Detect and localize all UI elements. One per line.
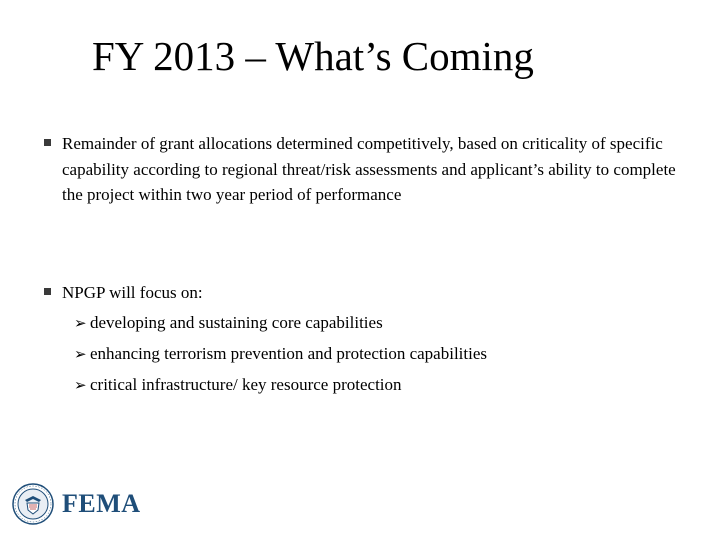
sub-bullet-text: enhancing terrorism prevention and protection capabilities: [90, 344, 488, 363]
slide-title: FY 2013 – What’s Coming: [92, 33, 534, 79]
dhs-seal-icon: [12, 483, 54, 525]
sub-bullet-text: developing and sustaining core capabilities: [90, 313, 383, 332]
square-bullet-icon: [44, 288, 51, 295]
arrow-bullet-icon: ➢: [74, 376, 87, 394]
bullet-text: Remainder of grant allocations determined competitively, based on criticality of specific capability according to regional threat/risk assessments and applicant’s ability to complete the project within two year period of performance: [62, 134, 676, 204]
square-bullet-icon: [44, 139, 51, 146]
bullet-item: [44, 280, 694, 306]
sub-bullet-item: [74, 312, 383, 334]
bullet-text: NPGP will focus on:: [62, 283, 203, 302]
arrow-bullet-icon: ➢: [74, 345, 87, 363]
arrow-bullet-icon: ➢: [74, 314, 87, 332]
fema-wordmark: FEMA: [62, 489, 141, 518]
sub-bullet-item: [74, 374, 402, 396]
sub-bullet-text: critical infrastructure/ key resource protection: [90, 375, 402, 394]
bullet-item: [44, 131, 694, 208]
fema-logo: [12, 483, 141, 527]
sub-bullet-item: [74, 343, 487, 365]
